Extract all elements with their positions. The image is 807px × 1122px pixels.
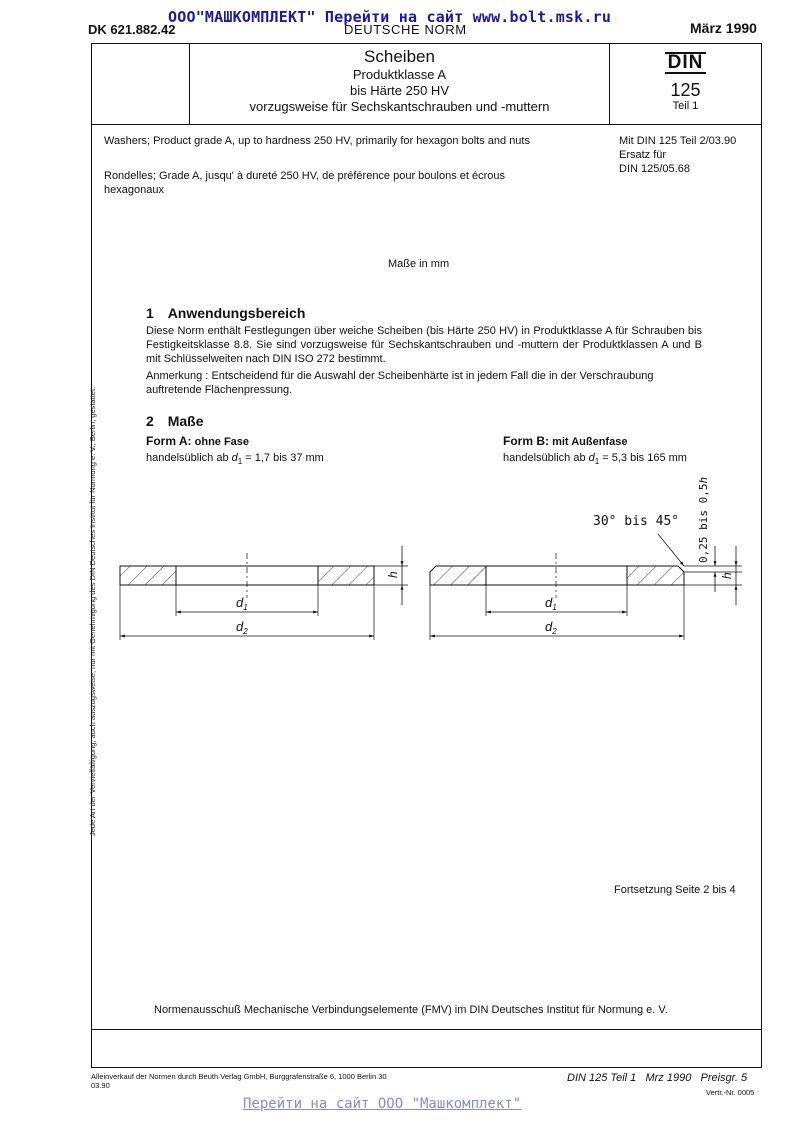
section-1-title: Anwendungsbereich — [167, 305, 306, 321]
footer-rule — [91, 1029, 762, 1030]
note-label: Anmerkung : — [146, 370, 209, 382]
form-a-drawing — [120, 546, 408, 640]
site-link-bottom[interactable]: Перейти на сайт ООО "Машкомплект" — [243, 1096, 522, 1112]
form-b-heading — [503, 434, 627, 449]
label-d1-b: $d_1$ — [545, 595, 557, 612]
form-b-avail-post: = 5,3 bis 165 mm — [599, 452, 687, 464]
doc-title: Scheiben — [364, 47, 435, 66]
section-1-note — [146, 369, 702, 397]
label-d1-a: $d_1$ — [236, 595, 248, 612]
din-logo: DIN — [665, 52, 707, 74]
form-a-d-symbol: d — [231, 452, 238, 464]
footer-ref: DIN 125 Teil 1 Mrz 1990 Preisgr. 5 — [567, 1072, 748, 1084]
replaces-line-1: Mit DIN 125 Teil 2/03.90 — [619, 135, 737, 147]
form-a-heading — [146, 434, 249, 449]
form-b-label: Form B: — [503, 434, 549, 448]
form-b-sub: mit Außenfase — [552, 436, 628, 448]
footer-vertr: Vertr.-Nr. 0005 — [706, 1088, 755, 1097]
continuation-note: Fortsetzung Seite 2 bis 4 — [614, 884, 736, 896]
form-a-label: Form A: — [146, 434, 192, 448]
form-a-availability — [146, 451, 324, 469]
section-2-heading — [146, 413, 203, 429]
label-chamfer-height: 0,25 bis 0,5h — [697, 476, 710, 563]
issue-date: März 1990 — [690, 20, 757, 36]
form-b-d-sub: 1 — [594, 457, 600, 467]
doc-subtitle-3: vorzugsweise für Sechskantschrauben und -muttern — [249, 99, 550, 114]
label-h-a: h — [386, 571, 400, 578]
form-b-d-symbol: d — [588, 452, 595, 464]
form-b-avail-pre: handelsüblich ab — [503, 452, 589, 464]
section-1-para: Diese Norm enthält Festlegungen über weiche Scheiben (bis Härte 250 HV) in Produktklasse A für Schrauben bis Festigkeitsklasse 8.8. Sie sind vorzugsweise für Sechskantschrauben und -muttern der Produktklassen A und B mit Schlüsselweiten nach DIN ISO 272 bestimmt. — [146, 325, 702, 365]
section-2-title: Maße — [167, 413, 204, 429]
replaces-block — [619, 134, 759, 176]
note-text: Entscheidend für die Auswahl der Scheibenhärte ist in jedem Fall die in der Verschraubung auftretende Flächenpressung. — [146, 370, 654, 396]
label-h-b: h — [720, 572, 734, 579]
replaces-line-2: Ersatz für — [619, 149, 667, 161]
form-a-avail-pre: handelsüblich ab — [146, 452, 232, 464]
translation-fr: Rondelles; Grade A, jusqu' à dureté 250 HV, de préférence pour boulons et écrous hexagonaux — [104, 170, 506, 196]
footer-sales: Alleinverkauf der Normen durch Beuth Verlag GmbH, Burggrafenstraße 6, 1000 Berlin 30 — [91, 1072, 387, 1081]
doc-subtitle-1: Produktklasse A — [352, 67, 447, 82]
committee-line: Normenausschuß Mechanische Verbindungselemente (FMV) im DIN Deutsches Institut für Normung e. V. — [154, 1004, 668, 1016]
site-link-top[interactable]: ООО"МАШКОМПЛЕКТ" Перейти на сайт www.bolt.msk.ru — [168, 8, 612, 26]
title-block — [190, 44, 609, 115]
form-b-availability — [503, 451, 687, 469]
form-a-avail-post: = 1,7 bis 37 mm — [242, 452, 324, 464]
header-rule — [91, 124, 762, 125]
dk-number: DK 621.882.42 — [88, 22, 176, 37]
washer-drawing — [0, 470, 807, 670]
label-d2-b: $d_2$ — [545, 619, 557, 636]
form-a-d-sub: 1 — [237, 457, 243, 467]
din-block — [610, 44, 761, 113]
replaces-line-3: DIN 125/05.68 — [619, 163, 690, 175]
footer-code: 03.90 — [91, 1081, 110, 1090]
form-a-sub: ohne Fase — [194, 436, 250, 448]
label-chamfer-angle: 30° bis 45° — [593, 514, 680, 529]
section-1-heading — [146, 305, 305, 321]
translation-en: Washers; Product grade A, up to hardness 250 HV, primarily for hexagon bolts and nuts — [104, 135, 530, 147]
section-2-number: 2 — [146, 413, 154, 429]
copyright-side-text: Jede Art der Vervielfältigung, auch auszugsweise, nur mit Genehmigung des DIN Deutsches Institut für Normung e. V., Berlin, gestattet. — [88, 386, 97, 836]
din-part: Teil 1 — [672, 100, 699, 112]
units-note: Maße in mm — [388, 258, 450, 270]
form-b-drawing — [430, 534, 742, 640]
section-1-number: 1 — [146, 305, 154, 321]
din-number: 125 — [670, 80, 701, 100]
label-d2-a: $d_2$ — [236, 619, 248, 636]
deutsche-norm-label: DEUTSCHE NORM — [344, 22, 467, 37]
doc-subtitle-2: bis Härte 250 HV — [350, 83, 449, 98]
